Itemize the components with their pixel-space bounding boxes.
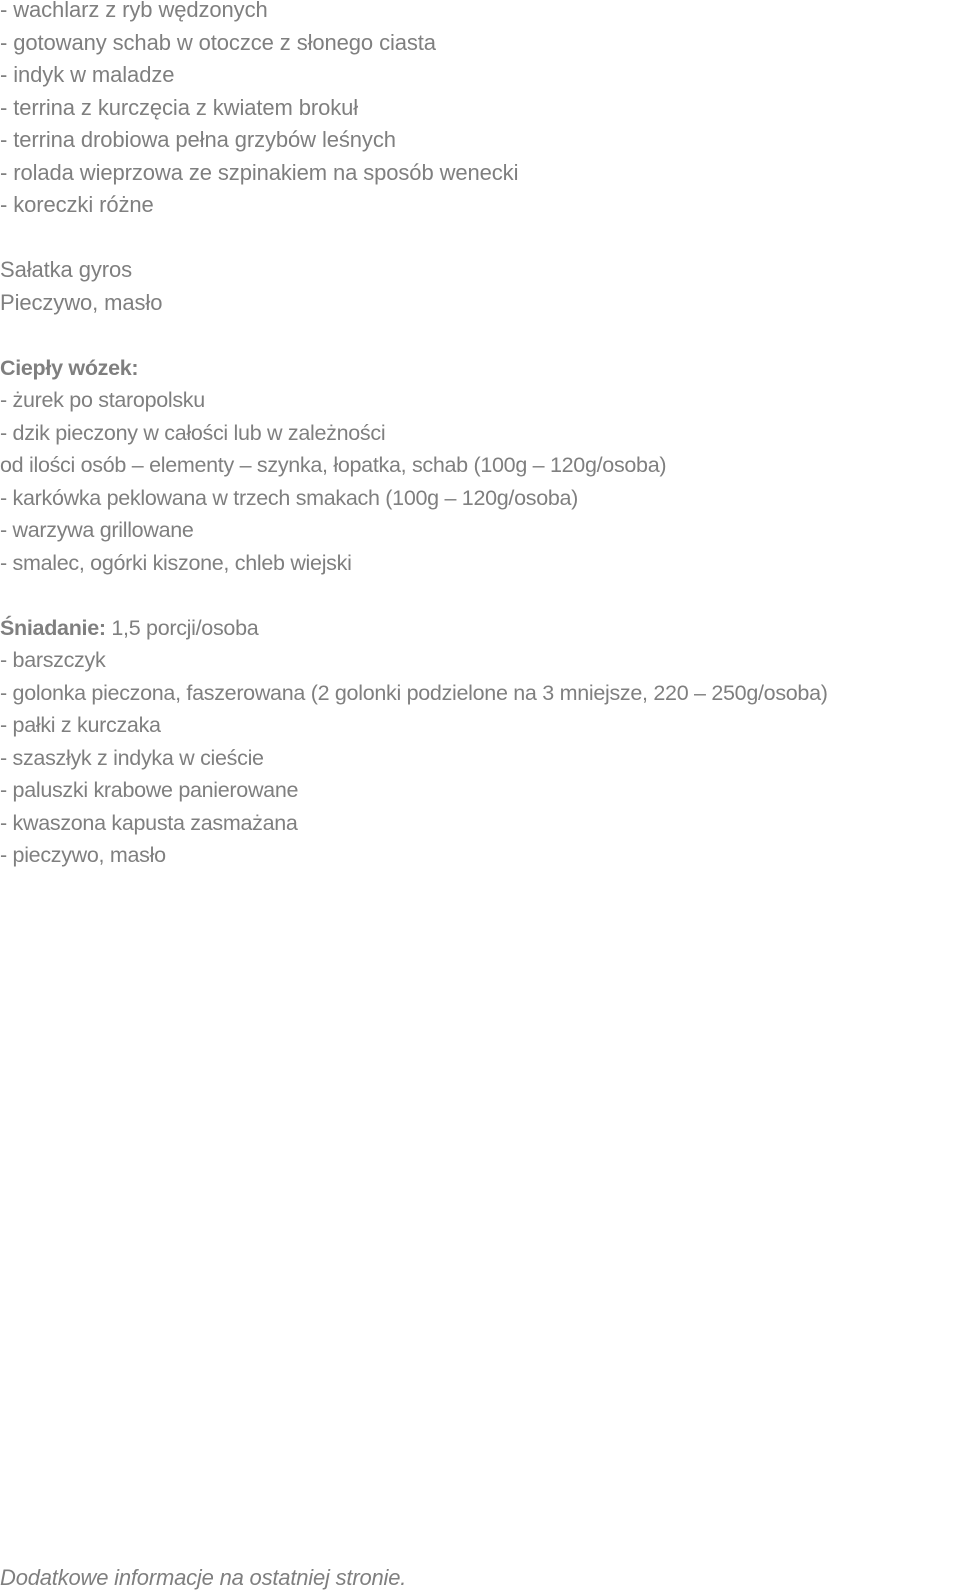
list-item: - smalec, ogórki kiszone, chleb wiejski bbox=[0, 550, 352, 575]
list-item: - gotowany schab w otoczce z słonego ciasta bbox=[0, 29, 436, 55]
footer-note: Dodatkowe informacje na ostatniej stronie. bbox=[0, 1565, 407, 1590]
list-item: - dzik pieczony w całości lub w zależności bbox=[0, 420, 386, 445]
list-item: - koreczki różne bbox=[0, 192, 154, 217]
list-item: - żurek po staropolsku bbox=[0, 388, 205, 412]
warm-cart-section bbox=[0, 352, 960, 872]
list-item: - pałki z kurczaka bbox=[0, 713, 161, 737]
spacer bbox=[0, 319, 960, 352]
list-item: - kwaszona kapusta zasmażana bbox=[0, 810, 298, 835]
list-item: - terrina drobiowa pełna grzybów leśnych bbox=[0, 127, 396, 152]
list-item: - pieczywo, masło bbox=[0, 843, 166, 867]
list-item: - terrina z kurczęcia z kwiatem brokuł bbox=[0, 94, 359, 120]
list-item: - rolada wieprzowa ze szpinakiem na sposób wenecki bbox=[0, 159, 519, 185]
warm-cart-heading: Ciepły wózek: bbox=[0, 355, 139, 380]
list-item: - wachlarz z ryb wędzonych bbox=[0, 0, 268, 22]
list-item: - barszczyk bbox=[0, 648, 106, 672]
salad-line: Sałatka gyros bbox=[0, 257, 132, 282]
cold-appetizers-list bbox=[0, 0, 960, 352]
breakfast-portion: 1,5 porcji/osoba bbox=[105, 615, 259, 640]
spacer bbox=[0, 222, 960, 255]
list-item: - szaszłyk z indyka w cieście bbox=[0, 745, 264, 770]
breakfast-heading: Śniadanie: bbox=[0, 615, 106, 640]
list-item: - indyk w maladze bbox=[0, 62, 175, 87]
breakfast-heading-line bbox=[0, 612, 960, 645]
bread-line: Pieczywo, masło bbox=[0, 289, 163, 315]
list-item: - paluszki krabowe panierowane bbox=[0, 778, 299, 802]
spacer bbox=[0, 579, 960, 612]
list-item: - warzywa grillowane bbox=[0, 518, 194, 542]
list-item: - karkówka peklowana w trzech smakach (100g – 120g/osoba) bbox=[0, 485, 579, 510]
list-item: od ilości osób – elementy – szynka, łopatka, schab (100g – 120g/osoba) bbox=[0, 453, 667, 477]
list-item: - golonka pieczona, faszerowana (2 golonki podzielone na 3 mniejsze, 220 – 250g/osoba) bbox=[0, 680, 828, 705]
